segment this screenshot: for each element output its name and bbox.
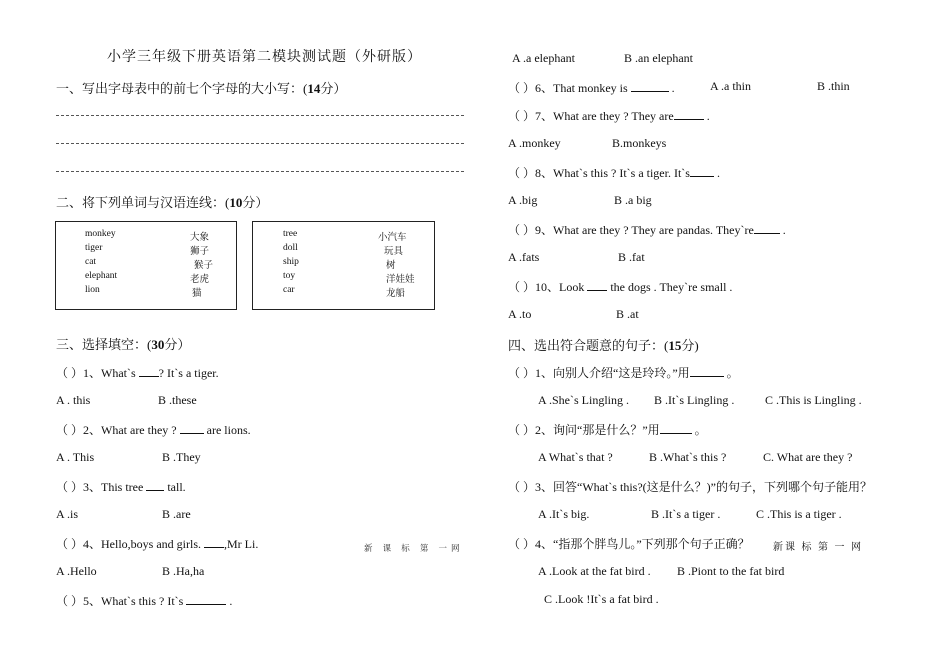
option-b: B .Piont to the fat bird	[677, 564, 785, 578]
option-c: C. What are they ?	[763, 450, 853, 464]
option-b: B .at	[616, 307, 639, 321]
question-4: （ ）4、Hello,boys and girls. ,Mr Li.	[56, 537, 259, 551]
question-10: （ ）10、Look the dogs . They`re small .	[508, 280, 733, 294]
option-b: B .Ha,ha	[162, 564, 205, 578]
match-word-en: car	[283, 285, 295, 295]
answer-blank[interactable]	[186, 604, 226, 605]
option-a: A .She`s Lingling .	[538, 393, 630, 407]
writing-line	[56, 143, 464, 144]
match-word-zh: 树	[386, 261, 396, 271]
match-word-zh: 狮子	[190, 247, 210, 257]
section-3-heading: 三、选择填空：(30分）	[56, 337, 191, 352]
part4-question-4: （ ）4、“指那个胖鸟儿。”下列那个句子正确？	[508, 537, 750, 551]
option-a: A .monkey	[508, 136, 561, 150]
match-word-zh: 猫	[192, 289, 202, 299]
answer-blank[interactable]	[690, 376, 724, 377]
answer-blank[interactable]	[180, 433, 204, 434]
match-word-en: monkey	[85, 229, 116, 239]
answer-blank[interactable]	[690, 176, 714, 177]
page-title: 小学三年级下册英语第二模块测试题（外研版）	[107, 50, 422, 65]
option-b: B.monkeys	[612, 136, 667, 150]
option-a: A .to	[508, 307, 532, 321]
section-2-heading: 二、将下列单词与汉语连线：(10分）	[56, 195, 269, 210]
match-word-zh: 洋娃娃	[386, 275, 415, 285]
option-b: B .an elephant	[624, 51, 693, 65]
answer-blank[interactable]	[754, 233, 780, 234]
match-word-en: doll	[283, 243, 298, 253]
match-word-zh: 龙船	[386, 289, 406, 299]
option-c: C .This is a tiger .	[756, 507, 842, 521]
answer-blank[interactable]	[674, 119, 704, 120]
match-word-zh: 猴子	[194, 261, 214, 271]
option-a: A .big	[508, 193, 538, 207]
question-9: （ ）9、What are they ? They are pandas. They`re .	[508, 223, 786, 237]
option-b: B .It`s Lingling .	[654, 393, 735, 407]
question-2: （ ）2、What are they ? are lions.	[56, 423, 251, 437]
part4-question-3: （ ）3、回答“What`s this?(这是什么？)”的句子，下列哪个句子能用？	[508, 480, 872, 494]
question-6: （ ）6、That monkey is .	[508, 81, 675, 95]
match-word-en: cat	[85, 257, 97, 267]
option-b: B .a big	[614, 193, 652, 207]
watermark: 新课 标 第 一 网	[773, 542, 863, 553]
match-word-zh: 玩具	[384, 247, 404, 257]
option-a: A . This	[56, 450, 95, 464]
option-a: A .a thin	[710, 79, 751, 93]
match-word-zh: 小汽车	[378, 233, 407, 243]
part4-question-2: （ ）2、询问“那是什么？”用 。	[508, 423, 707, 437]
question-3: （ ）3、This tree tall.	[56, 480, 186, 494]
option-a: A .is	[56, 507, 79, 521]
match-word-en: tiger	[85, 243, 103, 253]
answer-blank[interactable]	[204, 547, 224, 548]
option-b: B .What`s this ?	[649, 450, 727, 464]
answer-blank[interactable]	[587, 290, 607, 291]
answer-blank[interactable]	[146, 490, 164, 491]
watermark: 新 课 标 第 一网	[364, 543, 464, 553]
option-a: A . this	[56, 393, 91, 407]
match-word-en: ship	[283, 257, 299, 267]
match-word-zh: 大象	[190, 233, 210, 243]
match-word-en: lion	[85, 285, 100, 295]
option-b: B .these	[158, 393, 197, 407]
option-c: C .This is Lingling .	[765, 393, 862, 407]
option-b: B .It`s a tiger .	[651, 507, 721, 521]
writing-line	[56, 115, 464, 116]
option-b: B .fat	[618, 250, 645, 264]
option-a: A .Hello	[56, 564, 97, 578]
match-word-en: toy	[283, 271, 296, 281]
match-word-zh: 老虎	[190, 275, 210, 285]
answer-blank[interactable]	[139, 376, 159, 377]
option-a: A What`s that ?	[538, 450, 613, 464]
option-a: A .fats	[508, 250, 540, 264]
question-7: （ ）7、What are they ? They are .	[508, 109, 710, 123]
option-a: A .It`s big.	[538, 507, 590, 521]
question-8: （ ）8、What`s this ? It`s a tiger. It`s .	[508, 166, 720, 180]
option-a: A .a elephant	[512, 51, 575, 65]
option-c: C .Look !It`s a fat bird .	[544, 592, 659, 606]
match-word-en: elephant	[85, 271, 118, 281]
match-word-en: tree	[283, 229, 298, 239]
option-b: B .are	[162, 507, 191, 521]
option-b: B .thin	[817, 79, 850, 93]
section-1-heading: 一、写出字母表中的前七个字母的大小写：(14分）	[56, 81, 347, 96]
word-match-box-2	[252, 221, 435, 310]
answer-blank[interactable]	[631, 91, 669, 92]
section-4-heading: 四、选出符合题意的句子：(15分)	[508, 338, 699, 353]
writing-line	[56, 171, 464, 172]
answer-blank[interactable]	[660, 433, 692, 434]
option-b: B .They	[162, 450, 201, 464]
part4-question-1: （ ）1、向别人介绍“这是玲玲。”用 。	[508, 366, 739, 380]
question-5: （ ）5、What`s this ? It`s .	[56, 594, 233, 608]
option-a: A .Look at the fat bird .	[538, 564, 651, 578]
question-1: （ ）1、What`s ? It`s a tiger.	[56, 366, 219, 380]
